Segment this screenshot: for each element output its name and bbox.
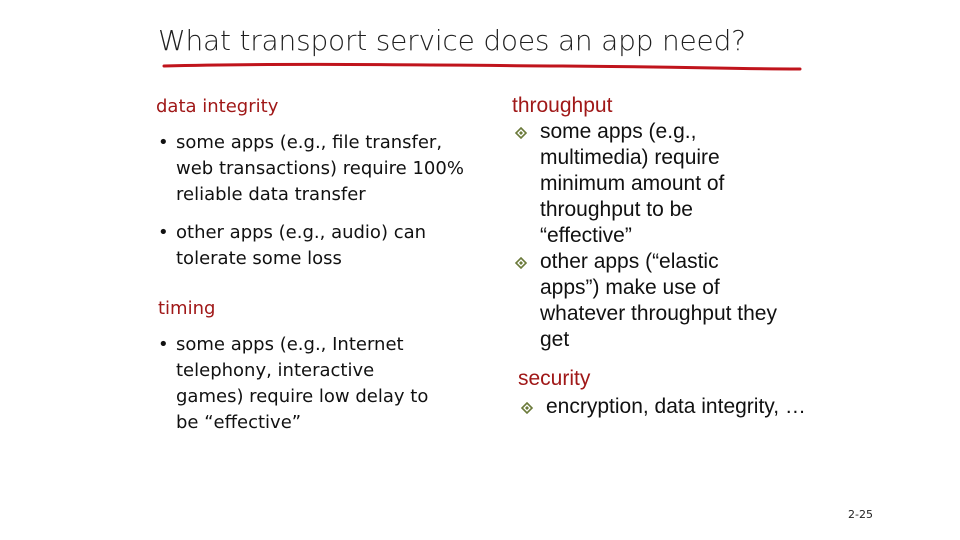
diamond-bullet-icon (520, 402, 534, 414)
security-heading: security (518, 367, 591, 390)
throughput-heading: throughput (512, 94, 613, 117)
list-item-text: some apps (e.g., file transfer, web transactions) require 100% reliable data transfer (176, 132, 464, 205)
title-underline (162, 60, 802, 74)
bullet-icon: • (158, 222, 169, 243)
list-item (512, 249, 782, 353)
data-integrity-heading: data integrity (156, 96, 279, 117)
list-item-text: some apps (e.g., multimedia) require minimum amount of throughput to be “effective” (540, 120, 725, 247)
diamond-bullet-icon (514, 257, 528, 269)
data-integrity-list (156, 130, 476, 272)
page-number: 2-25 (848, 508, 873, 521)
security-list (518, 394, 828, 420)
list-item-text: other apps (“elastic apps”) make use of whatever throughput they get (540, 250, 777, 351)
list-item-text: other apps (e.g., audio) can tolerate some loss (176, 222, 427, 269)
throughput-list (512, 119, 782, 353)
diamond-bullet-icon (514, 127, 528, 139)
list-item-text: some apps (e.g., Internet telephony, interactive games) require low delay to be “effective” (176, 334, 429, 433)
bullet-icon: • (158, 132, 169, 153)
list-item (156, 130, 476, 208)
timing-list (156, 332, 436, 436)
list-item (518, 394, 828, 420)
list-item (156, 220, 476, 272)
slide-title: What transport service does an app need? (158, 24, 746, 57)
list-item-text: encryption, data integrity, … (546, 395, 806, 418)
bullet-icon: • (158, 334, 169, 355)
list-item (512, 119, 782, 249)
list-item (156, 332, 436, 436)
timing-heading: timing (158, 298, 216, 319)
